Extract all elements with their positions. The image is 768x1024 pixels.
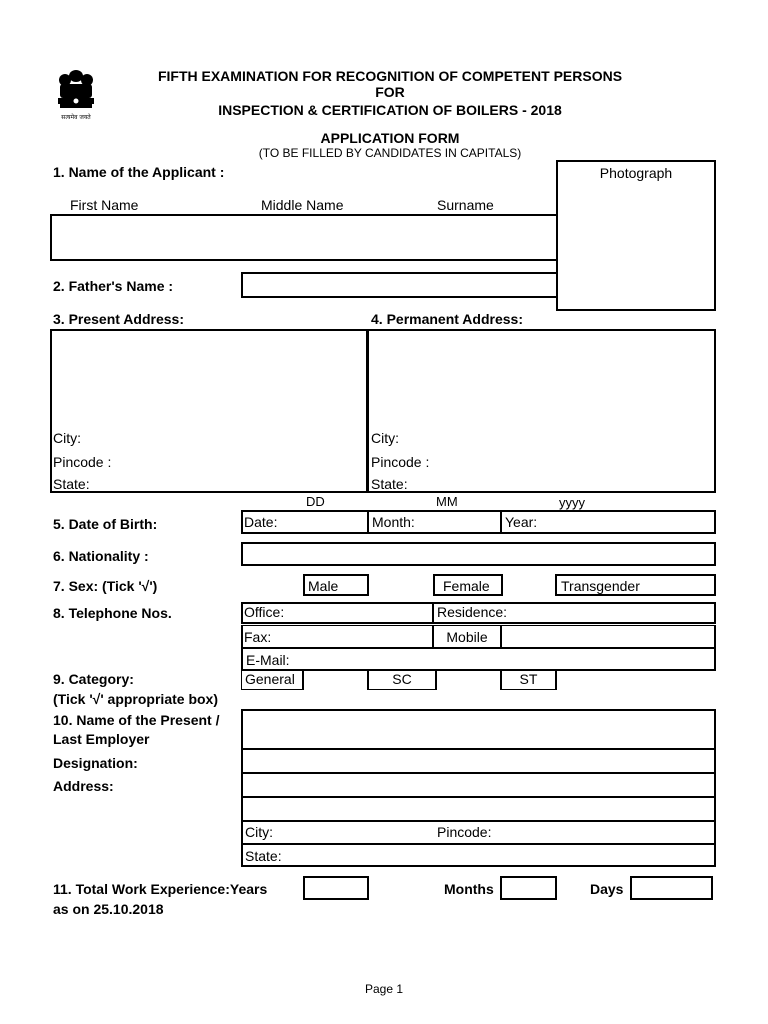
present-city-label: City: — [53, 430, 81, 446]
q10-label-line-1: 10. Name of the Present / — [53, 712, 220, 728]
first-name-label: First Name — [70, 197, 139, 213]
photograph-label: Photograph — [599, 165, 673, 181]
email-field[interactable] — [241, 648, 716, 671]
experience-months-box[interactable] — [500, 876, 557, 900]
employer-address-label: Address: — [53, 778, 114, 794]
experience-days-box[interactable] — [630, 876, 713, 900]
permanent-state-label: State: — [371, 476, 408, 492]
q10-label-line-2: Last Employer — [53, 731, 150, 747]
q11-asof-label: as on 25.10.2018 — [53, 901, 164, 917]
state-emblem-icon — [46, 66, 106, 124]
middle-name-label: Middle Name — [261, 197, 344, 213]
form-subtitle: (TO BE FILLED BY CANDIDATES IN CAPITALS) — [258, 146, 522, 160]
sex-male-box[interactable]: Male — [303, 574, 369, 596]
employer-address-field-2[interactable] — [243, 798, 714, 819]
q7-label: 7. Sex: (Tick '√') — [53, 578, 158, 594]
form-title: APPLICATION FORM — [320, 130, 460, 146]
days-label: Days — [590, 881, 624, 897]
employer-address-field-1[interactable] — [243, 774, 714, 795]
applicant-name-field[interactable] — [50, 214, 558, 261]
employer-city-field[interactable]: City: — [245, 824, 273, 840]
dob-date-field[interactable]: Date: — [244, 514, 278, 530]
dob-mm-hint: MM — [436, 494, 458, 509]
employer-pincode-field[interactable]: Pincode: — [437, 824, 492, 840]
office-phone-field[interactable]: Office: — [244, 604, 285, 620]
sex-transgender-box[interactable]: Transgender — [555, 574, 716, 596]
permanent-pincode-label: Pincode : — [371, 454, 430, 470]
category-sc-box[interactable]: SC — [367, 670, 437, 690]
q4-label: 4. Permanent Address: — [371, 311, 523, 327]
permanent-city-label: City: — [371, 430, 399, 446]
present-pincode-label: Pincode : — [53, 454, 112, 470]
employer-state-field[interactable]: State: — [245, 848, 282, 864]
q1-label: 1. Name of the Applicant : — [53, 164, 225, 180]
dob-year-field[interactable]: Year: — [505, 514, 538, 530]
dob-yyyy-hint: yyyy — [559, 495, 585, 510]
q8-label: 8. Telephone Nos. — [53, 605, 172, 621]
q9-sublabel: (Tick '√' appropriate box) — [53, 691, 218, 707]
header-line-1: FIFTH EXAMINATION FOR RECOGNITION OF COMPETENT PERSONS — [157, 68, 623, 84]
q2-label: 2. Father's Name : — [53, 278, 174, 294]
header-line-2: FOR — [375, 84, 405, 100]
surname-label: Surname — [437, 197, 494, 213]
residence-phone-field[interactable]: Residence: — [437, 604, 508, 620]
q9-label: 9. Category: — [53, 671, 134, 687]
months-label: Months — [444, 881, 494, 897]
email-label: E-Mail: — [246, 652, 290, 668]
mobile-label: Mobile — [446, 629, 488, 645]
q5-label: 5. Date of Birth: — [53, 516, 158, 532]
q3-label: 3. Present Address: — [53, 311, 184, 327]
experience-years-box[interactable] — [303, 876, 369, 900]
fathers-name-field[interactable] — [241, 272, 558, 298]
category-st-box[interactable]: ST — [500, 670, 557, 690]
emblem-motto: सत्यमेव जयते — [61, 114, 91, 121]
dob-dd-hint: DD — [306, 494, 325, 509]
header-line-3: INSPECTION & CERTIFICATION OF BOILERS - 2018 — [218, 102, 562, 118]
dob-month-field[interactable]: Month: — [372, 514, 415, 530]
category-general-box[interactable]: General — [241, 670, 304, 690]
present-state-label: State: — [53, 476, 90, 492]
page-number: Page 1 — [364, 982, 404, 996]
nationality-field[interactable] — [241, 542, 716, 566]
designation-label: Designation: — [53, 755, 138, 771]
fax-field[interactable]: Fax: — [244, 629, 272, 645]
sex-female-box[interactable]: Female — [433, 574, 503, 596]
employer-divider-4 — [241, 820, 716, 822]
q6-label: 6. Nationality : — [53, 548, 149, 564]
q11-label: 11. Total Work Experience:Years — [53, 881, 268, 897]
photograph-box[interactable] — [556, 160, 716, 311]
employer-divider-5 — [241, 843, 716, 845]
mobile-field[interactable] — [502, 626, 714, 648]
employer-name-field[interactable] — [243, 711, 714, 747]
designation-field[interactable] — [243, 750, 714, 771]
